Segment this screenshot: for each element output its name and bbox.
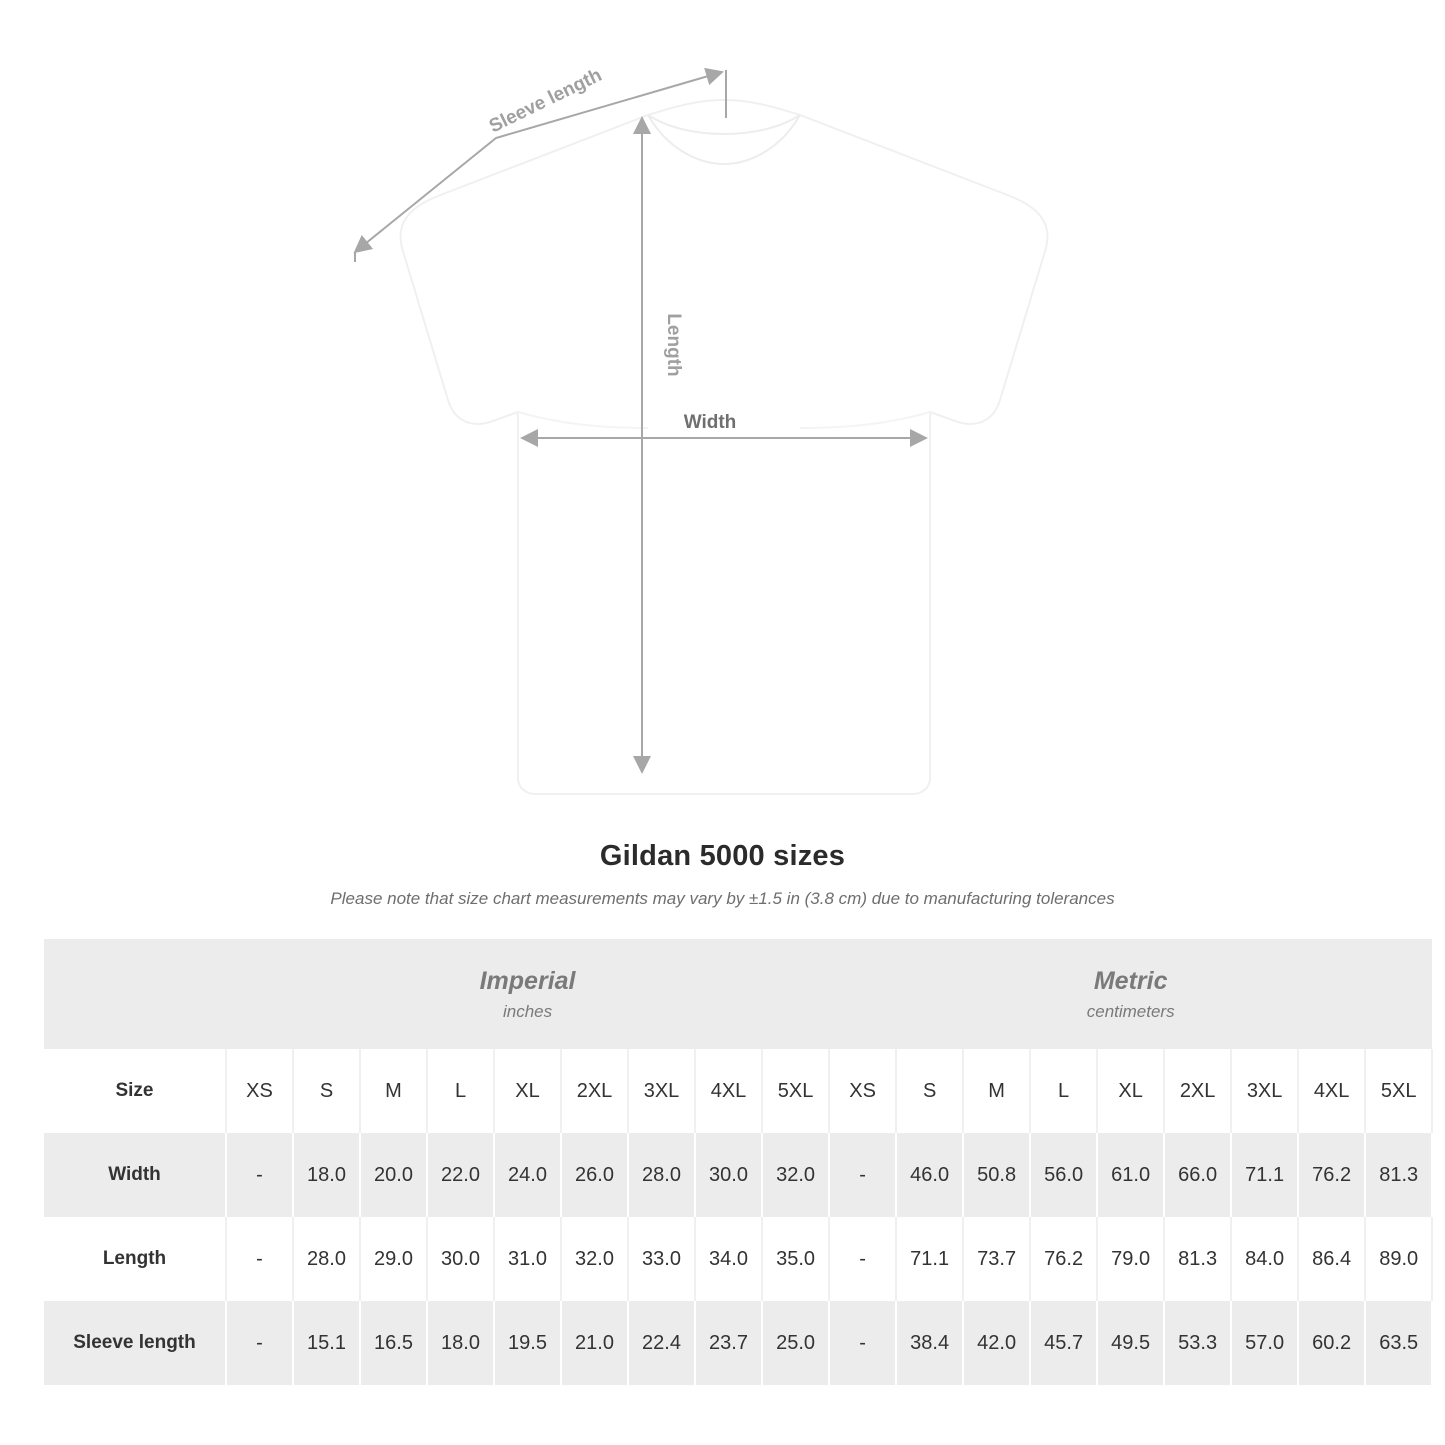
cell-sleeve-imp-1: 15.1 xyxy=(293,1301,360,1385)
size-header-metric-s: S xyxy=(896,1049,963,1133)
cell-width-imp-0: - xyxy=(226,1133,293,1217)
cell-width-imp-7: 30.0 xyxy=(695,1133,762,1217)
size-header-imperial-s: S xyxy=(293,1049,360,1133)
row-label-length: Length xyxy=(44,1217,226,1301)
cell-sleeve-imp-6: 22.4 xyxy=(628,1301,695,1385)
width-label: Width xyxy=(683,412,737,433)
cell-width-met-4: 61.0 xyxy=(1097,1133,1164,1217)
cell-length-met-2: 73.7 xyxy=(963,1217,1030,1301)
cell-sleeve-met-7: 60.2 xyxy=(1298,1301,1365,1385)
size-header-metric-3xl: 3XL xyxy=(1231,1049,1298,1133)
size-header-metric-xs: XS xyxy=(829,1049,896,1133)
size-table xyxy=(44,939,1433,1385)
cell-length-imp-2: 29.0 xyxy=(360,1217,427,1301)
cell-length-imp-8: 35.0 xyxy=(762,1217,829,1301)
title-block xyxy=(0,840,1445,909)
cell-sleeve-met-6: 57.0 xyxy=(1231,1301,1298,1385)
cell-length-imp-1: 28.0 xyxy=(293,1217,360,1301)
sleeve-length-label: Sleeve length xyxy=(485,64,606,138)
cell-sleeve-met-1: 38.4 xyxy=(896,1301,963,1385)
cell-width-met-7: 76.2 xyxy=(1298,1133,1365,1217)
size-header-imperial-2xl: 2XL xyxy=(561,1049,628,1133)
cell-width-met-3: 56.0 xyxy=(1030,1133,1097,1217)
chart-note: Please note that size chart measurements may vary by ±1.5 in (3.8 cm) due to manufacturing tolerances xyxy=(330,889,1115,908)
cell-sleeve-imp-4: 19.5 xyxy=(494,1301,561,1385)
cell-sleeve-imp-3: 18.0 xyxy=(427,1301,494,1385)
size-header-imperial-3xl: 3XL xyxy=(628,1049,695,1133)
cell-width-met-8: 81.3 xyxy=(1365,1133,1432,1217)
cell-sleeve-imp-5: 21.0 xyxy=(561,1301,628,1385)
size-header-metric-2xl: 2XL xyxy=(1164,1049,1231,1133)
cell-sleeve-met-3: 45.7 xyxy=(1030,1301,1097,1385)
cell-width-imp-5: 26.0 xyxy=(561,1133,628,1217)
cell-length-imp-0: - xyxy=(226,1217,293,1301)
cell-width-imp-1: 18.0 xyxy=(293,1133,360,1217)
size-header-metric-m: M xyxy=(963,1049,1030,1133)
cell-width-imp-2: 20.0 xyxy=(360,1133,427,1217)
size-header-imperial-5xl: 5XL xyxy=(762,1049,829,1133)
cell-sleeve-met-2: 42.0 xyxy=(963,1301,1030,1385)
cell-sleeve-imp-2: 16.5 xyxy=(360,1301,427,1385)
cell-length-met-6: 84.0 xyxy=(1231,1217,1298,1301)
cell-length-met-4: 79.0 xyxy=(1097,1217,1164,1301)
size-header-imperial-4xl: 4XL xyxy=(695,1049,762,1133)
cell-length-imp-6: 33.0 xyxy=(628,1217,695,1301)
unit-header-imperial xyxy=(226,939,829,1049)
cell-width-imp-6: 28.0 xyxy=(628,1133,695,1217)
cell-width-met-6: 71.1 xyxy=(1231,1133,1298,1217)
unit-sub-imperial: inches xyxy=(502,1001,553,1021)
cell-length-met-3: 76.2 xyxy=(1030,1217,1097,1301)
size-header-metric-5xl: 5XL xyxy=(1365,1049,1432,1133)
cell-length-met-5: 81.3 xyxy=(1164,1217,1231,1301)
cell-sleeve-met-0: - xyxy=(829,1301,896,1385)
cell-width-met-0: - xyxy=(829,1133,896,1217)
cell-length-met-1: 71.1 xyxy=(896,1217,963,1301)
unit-header-spacer xyxy=(44,939,226,1049)
cell-sleeve-met-8: 63.5 xyxy=(1365,1301,1432,1385)
cell-width-imp-8: 32.0 xyxy=(762,1133,829,1217)
size-header-metric-l: L xyxy=(1030,1049,1097,1133)
cell-sleeve-met-5: 53.3 xyxy=(1164,1301,1231,1385)
size-header-metric-4xl: 4XL xyxy=(1298,1049,1365,1133)
cell-sleeve-imp-0: - xyxy=(226,1301,293,1385)
size-header-imperial-xs: XS xyxy=(226,1049,293,1133)
cell-width-met-2: 50.8 xyxy=(963,1133,1030,1217)
cell-length-met-0: - xyxy=(829,1217,896,1301)
length-label: Length xyxy=(663,313,684,377)
cell-sleeve-met-4: 49.5 xyxy=(1097,1301,1164,1385)
cell-length-met-7: 86.4 xyxy=(1298,1217,1365,1301)
table-row xyxy=(44,1217,1432,1301)
cell-width-imp-4: 24.0 xyxy=(494,1133,561,1217)
cell-length-imp-3: 30.0 xyxy=(427,1217,494,1301)
cell-length-imp-7: 34.0 xyxy=(695,1217,762,1301)
unit-name-imperial: Imperial xyxy=(479,967,576,996)
size-header-imperial-m: M xyxy=(360,1049,427,1133)
cell-width-met-1: 46.0 xyxy=(896,1133,963,1217)
table-row xyxy=(44,1301,1432,1385)
cell-width-imp-3: 22.0 xyxy=(427,1133,494,1217)
unit-header-row xyxy=(44,939,1432,1049)
cell-length-met-8: 89.0 xyxy=(1365,1217,1432,1301)
size-header-imperial-l: L xyxy=(427,1049,494,1133)
unit-header-metric xyxy=(829,939,1432,1049)
unit-name-metric: Metric xyxy=(1093,967,1168,996)
cell-sleeve-imp-8: 25.0 xyxy=(762,1301,829,1385)
size-header-imperial-xl: XL xyxy=(494,1049,561,1133)
size-table-wrapper xyxy=(44,939,1419,1385)
row-label-sleeve-length: Sleeve length xyxy=(44,1301,226,1385)
tshirt-shape xyxy=(401,100,1048,794)
size-header-row xyxy=(44,1049,1432,1133)
unit-sub-metric: centimeters xyxy=(1086,1001,1175,1021)
chart-title: Gildan 5000 sizes xyxy=(599,840,846,872)
cell-length-imp-4: 31.0 xyxy=(494,1217,561,1301)
size-header-label: Size xyxy=(44,1049,226,1133)
cell-length-imp-5: 32.0 xyxy=(561,1217,628,1301)
table-row xyxy=(44,1133,1432,1217)
row-label-width: Width xyxy=(44,1133,226,1217)
cell-width-met-5: 66.0 xyxy=(1164,1133,1231,1217)
size-header-metric-xl: XL xyxy=(1097,1049,1164,1133)
cell-sleeve-imp-7: 23.7 xyxy=(695,1301,762,1385)
